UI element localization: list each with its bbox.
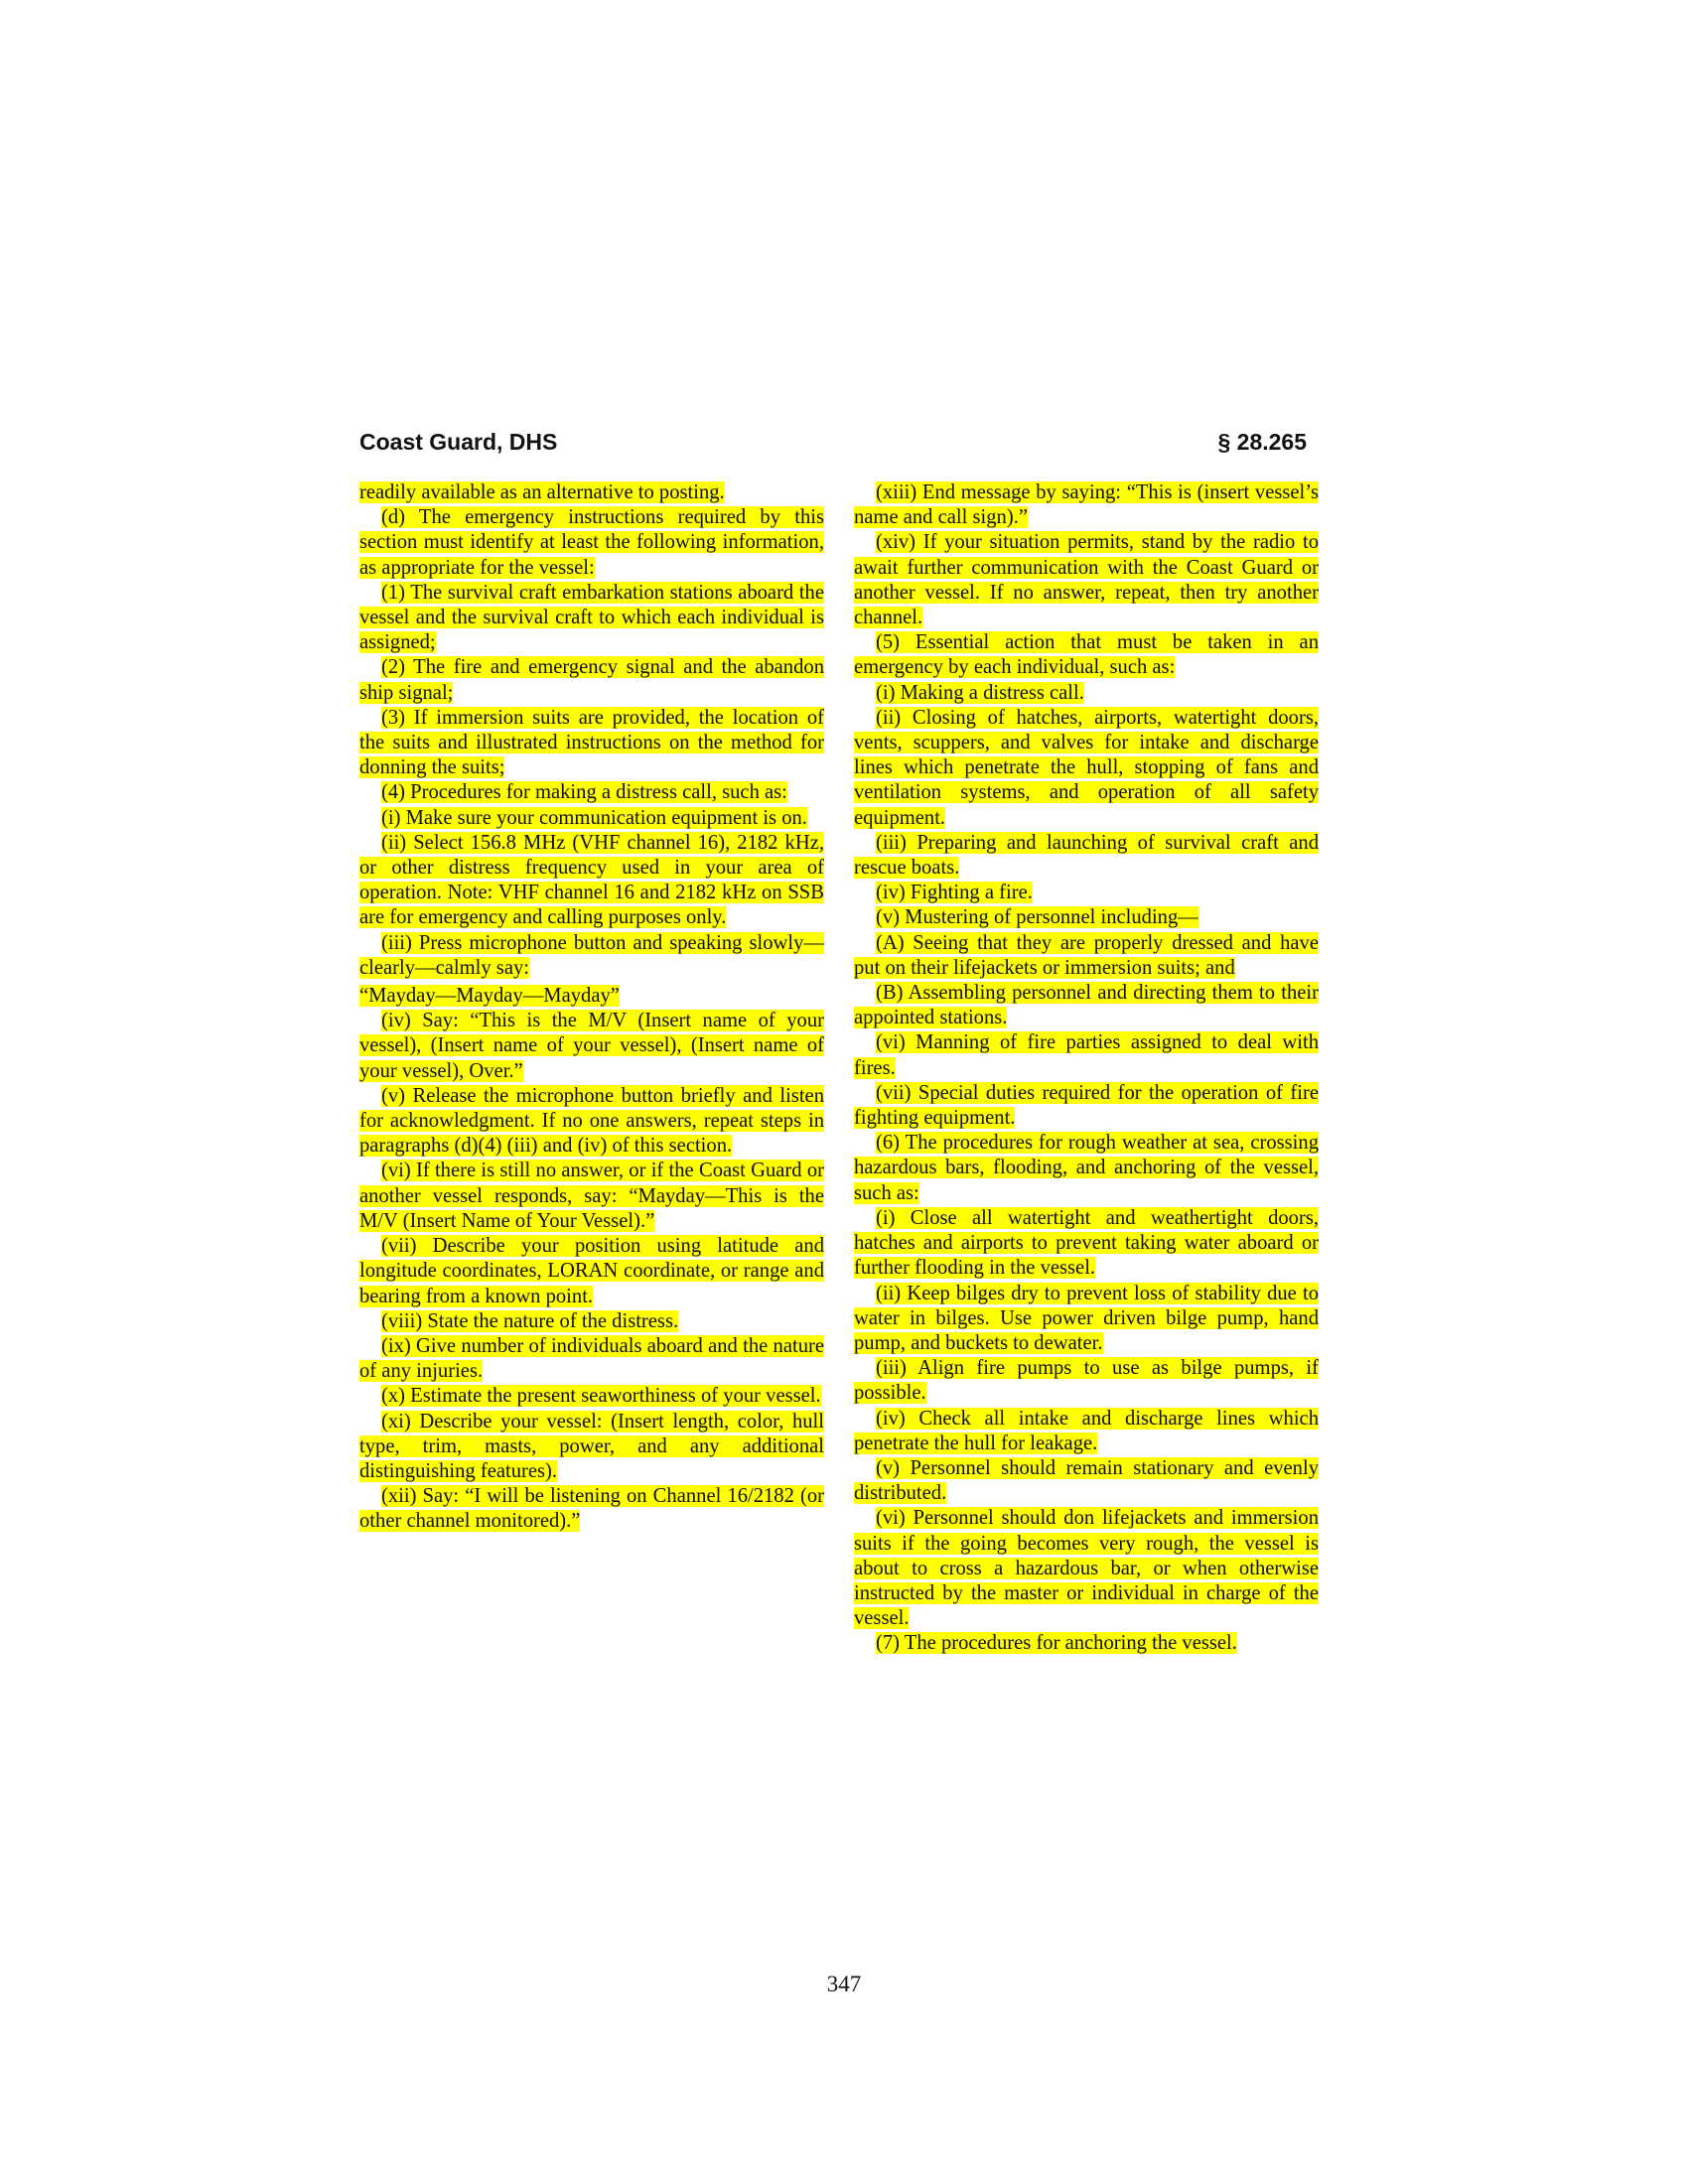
paragraph: (3) If immersion suits are provided, the location of the suits and illustrated instructions on the method for donning the suits; xyxy=(359,706,824,779)
paragraph: (xiii) End message by saying: “This is (insert vessel’s name and call sign).” xyxy=(854,481,1319,529)
paragraph: (d) The emergency instructions required by this section must identify at least the following information, as appropriate for the vessel: xyxy=(359,506,824,579)
left-text-column xyxy=(359,480,824,1535)
paragraph: (i) Make sure your communication equipment is on. xyxy=(381,806,807,829)
paragraph: (5) Essential action that must be taken in an emergency by each individual, such as: xyxy=(854,631,1319,679)
paragraph: (A) Seeing that they are properly dressed and have put on their lifejackets or immersion suits; and xyxy=(854,931,1319,979)
paragraph: (v) Release the microphone button briefly and listen for acknowledgment. If no one answers, repeat steps in paragraphs (d)(4) (iii) and (iv) of this section. xyxy=(359,1084,824,1158)
page-number: 347 xyxy=(826,1972,862,1996)
paragraph: (vi) If there is still no answer, or if the Coast Guard or another vessel responds, say: “Mayday—This is the M/V (Insert Name of Your Vessel).” xyxy=(359,1160,824,1232)
paragraph: (ix) Give number of individuals aboard and the nature of any injuries. xyxy=(359,1334,824,1383)
paragraph: (vi) Manning of fire parties assigned to deal with fires. xyxy=(854,1031,1319,1079)
paragraph: (1) The survival craft embarkation stations aboard the vessel and the survival craft to which each individual is assigned; xyxy=(359,581,824,654)
paragraph: (vi) Personnel should don lifejackets and immersion suits if the going becomes very rough, the vessel is about to cross a hazardous bar, or when otherwise instructed by the master or individual in charge of the vessel. xyxy=(854,1507,1319,1630)
mayday-call-line: “Mayday—Mayday—Mayday” xyxy=(359,985,620,1008)
paragraph: (iv) Check all intake and discharge lines which penetrate the hull for leakage. xyxy=(854,1407,1319,1454)
paragraph: (vii) Special duties required for the operation of fire fighting equipment. xyxy=(854,1081,1319,1130)
paragraph: (6) The procedures for rough weather at sea, crossing hazardous bars, flooding, and anchoring of the vessel, such as: xyxy=(854,1132,1319,1204)
paragraph: (7) The procedures for anchoring the vessel. xyxy=(876,1632,1237,1655)
paragraph: (x) Estimate the present seaworthiness of your vessel. xyxy=(381,1385,821,1408)
paragraph: (iv) Fighting a fire. xyxy=(876,882,1033,904)
paragraph: (xi) Describe your vessel: (Insert length, color, hull type, trim, masts, power, and any additional distinguishing features). xyxy=(359,1410,824,1482)
paragraph: (vii) Describe your position using latitude and longitude coordinates, LORAN coordinate, or range and bearing from a known point. xyxy=(359,1235,824,1307)
paragraph: (iii) Press microphone button and speaking slowly—clearly—calmly say: xyxy=(359,931,824,979)
running-header-agency: Coast Guard, DHS xyxy=(359,429,558,455)
paragraph: (4) Procedures for making a distress call, such as: xyxy=(381,781,787,804)
running-header-section: § 28.265 xyxy=(1217,429,1307,455)
paragraph: (iii) Preparing and launching of survival craft and rescue boats. xyxy=(854,831,1319,880)
paragraph: (i) Making a distress call. xyxy=(876,681,1084,704)
paragraph: (ii) Keep bilges dry to prevent loss of stability due to water in bilges. Use power driven bilge pump, hand pump, and buckets to dewater. xyxy=(854,1282,1319,1354)
paragraph: (v) Personnel should remain stationary and evenly distributed. xyxy=(854,1456,1319,1505)
paragraph: (iii) Align fire pumps to use as bilge pumps, if possible. xyxy=(854,1357,1319,1405)
paragraph: (2) The fire and emergency signal and the abandon ship signal; xyxy=(359,656,824,704)
paragraph: (ii) Select 156.8 MHz (VHF channel 16), 2182 kHz, or other distress frequency used in your area of operation. Note: VHF channel 16 and 2182 kHz on SSB are for emergency and calling purposes only. xyxy=(359,831,824,929)
paragraph: (ii) Closing of hatches, airports, watertight doors, vents, scuppers, and valves for intake and discharge lines which penetrate the hull, stopping of fans and ventilation systems, and operation of all safety equipment. xyxy=(854,706,1319,829)
paragraph: (xiv) If your situation permits, stand by the radio to await further communication with the Coast Guard or another vessel. If no answer, repeat, then try another channel. xyxy=(854,531,1319,629)
right-text-column xyxy=(854,480,1319,1657)
paragraph: readily available as an alternative to posting. xyxy=(359,481,725,503)
paragraph: (v) Mustering of personnel including— xyxy=(876,906,1198,929)
paragraph: (iv) Say: “This is the M/V (Insert name of your vessel), (Insert name of your vessel), (Insert name of your vessel), Over.” xyxy=(359,1010,824,1082)
paragraph: (xii) Say: “I will be listening on Channel 16/2182 (or other channel monitored).” xyxy=(359,1485,824,1533)
paragraph: (B) Assembling personnel and directing them to their appointed stations. xyxy=(854,982,1319,1029)
paragraph: (viii) State the nature of the distress. xyxy=(381,1309,679,1332)
paragraph: (i) Close all watertight and weathertight doors, hatches and airports to prevent taking water aboard or further flooding in the vessel. xyxy=(854,1206,1319,1280)
